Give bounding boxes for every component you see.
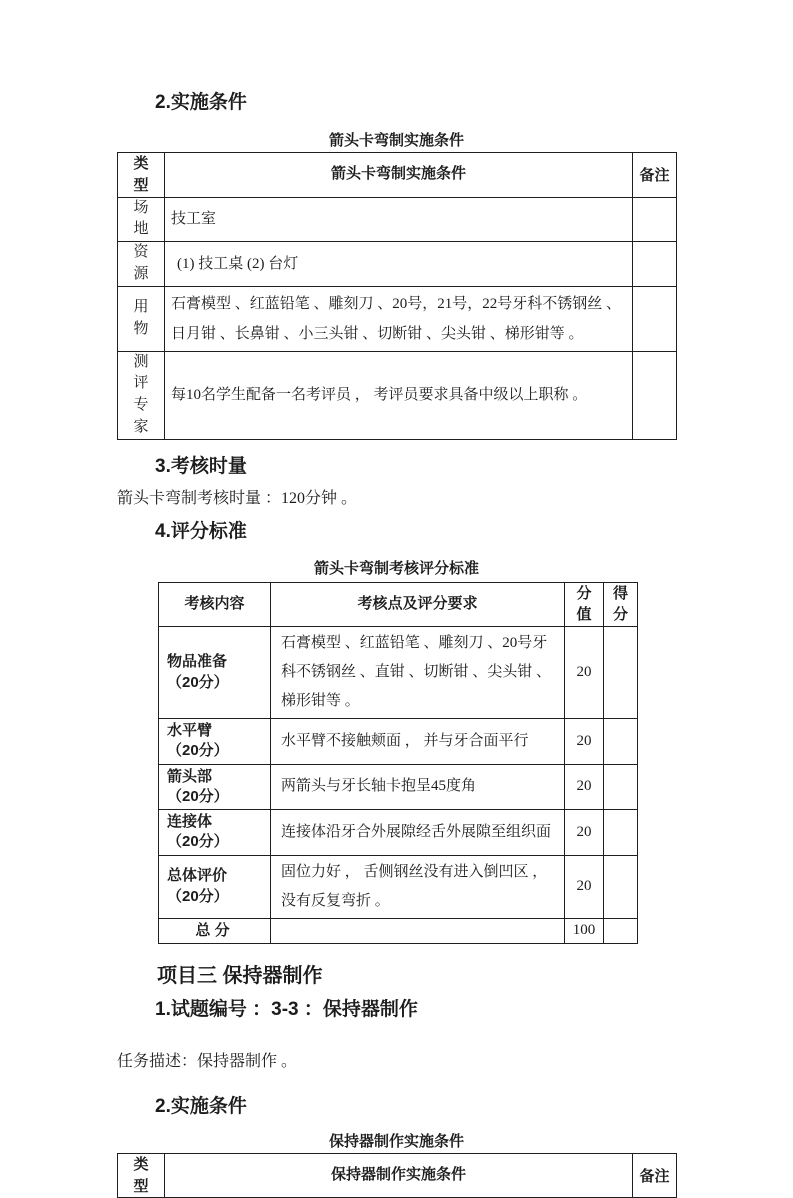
row-score-cell: 20	[565, 627, 604, 719]
row-item-cell: 物品准备 （20分）	[159, 627, 271, 719]
total-earned-cell	[604, 918, 638, 943]
table2-title: 箭头卡弯制考核评分标准	[313, 559, 479, 577]
header-cell-type: 类型	[118, 153, 165, 198]
row-earned-cell	[604, 764, 638, 810]
table3-title: 保持器制作实施条件	[328, 1132, 464, 1150]
table-row	[118, 197, 677, 242]
header-cell-note: 备注	[633, 1153, 677, 1198]
row-note-cell	[633, 286, 677, 351]
header-cell-note: 备注	[633, 153, 677, 198]
task-description-text: 任务描述：保持器制作 。	[117, 1052, 298, 1070]
header-cell-item: 考核内容	[159, 582, 271, 627]
row-score-cell: 20	[565, 810, 604, 856]
exam-number-heading: 1.试题编号 ：3-3 ：保持器制作	[155, 998, 418, 1020]
row-earned-cell	[604, 855, 638, 918]
total-requirement-cell	[271, 918, 565, 943]
table-impl-conditions-2	[117, 1153, 677, 1198]
row-content-cell: (1) 技工桌 (2) 台灯	[165, 242, 633, 287]
table-total-row	[159, 918, 638, 943]
table-row	[118, 286, 677, 351]
header-cell-main: 箭头卡弯制实施条件	[165, 153, 633, 198]
table-row	[159, 810, 638, 856]
assessment-time-text: 箭头卡弯制考核时量 ：120分钟 。	[117, 489, 358, 507]
table1-title: 箭头卡弯制实施条件	[328, 132, 464, 149]
row-content-cell: 每10名学生配备一名考评员 ， 考评员要求具备中级以上职称 。	[165, 351, 633, 439]
row-score-cell: 20	[565, 764, 604, 810]
table-header-row	[118, 1153, 677, 1198]
row-type-cell: 测评专家	[118, 351, 165, 439]
row-type-cell: 用物	[118, 286, 165, 351]
table-row	[159, 719, 638, 765]
row-earned-cell	[604, 719, 638, 765]
section-heading-scoring-standard: 4.评分标准	[155, 520, 247, 542]
table-impl-conditions-1	[117, 152, 677, 440]
row-item-cell: 连接体 （20分）	[159, 810, 271, 856]
table-row	[159, 855, 638, 918]
row-requirement-cell: 连接体沿牙合外展隙经舌外展隙至组织面	[271, 810, 565, 856]
row-earned-cell	[604, 627, 638, 719]
row-item-cell: 箭头部 （20分）	[159, 764, 271, 810]
row-item-cell: 水平臂 （20分）	[159, 719, 271, 765]
header-cell-earned: 得分	[604, 582, 638, 627]
row-note-cell	[633, 242, 677, 287]
section-heading-assessment-time: 3.考核时量	[155, 455, 247, 477]
row-note-cell	[633, 197, 677, 242]
header-cell-score: 分值	[565, 582, 604, 627]
row-requirement-cell: 固位力好 ， 舌侧钢丝没有进入倒凹区 ， 没有反复弯折 。	[271, 855, 565, 918]
table-row	[159, 627, 638, 719]
header-cell-requirement: 考核点及评分要求	[271, 582, 565, 627]
table-row	[159, 764, 638, 810]
row-requirement-cell: 石膏模型 、红蓝铅笔 、雕刻刀 、20号牙科不锈钢丝 、直钳 、切断钳 、尖头钳 、梯形钳等 。	[271, 627, 565, 719]
table-header-row	[118, 153, 677, 198]
row-item-cell: 总体评价 （20分）	[159, 855, 271, 918]
row-content-cell: 石膏模型 、红蓝铅笔 、雕刻刀 、20号，21号，22号牙科不锈钢丝 、日月钳 、长鼻钳 、小三头钳 、切断钳 、尖头钳 、梯形钳等 。	[165, 286, 633, 351]
project3-heading: 项目三 保持器制作	[157, 964, 323, 987]
total-score-cell: 100	[565, 918, 604, 943]
row-type-cell: 场地	[118, 197, 165, 242]
header-cell-main: 保持器制作实施条件	[165, 1153, 633, 1198]
table-row	[118, 351, 677, 439]
table-row	[118, 242, 677, 287]
row-earned-cell	[604, 810, 638, 856]
row-content-cell: 技工室	[165, 197, 633, 242]
row-type-cell: 资源	[118, 242, 165, 287]
table-scoring-standard	[158, 582, 638, 944]
section-heading-impl-conditions-1: 2.实施条件	[155, 92, 247, 113]
header-cell-type: 类型	[118, 1153, 165, 1198]
row-requirement-cell: 水平臂不接触颊面 ， 并与牙合面平行	[271, 719, 565, 765]
row-score-cell: 20	[565, 719, 604, 765]
row-score-cell: 20	[565, 855, 604, 918]
row-note-cell	[633, 351, 677, 439]
section-heading-impl-conditions-2: 2.实施条件	[155, 1095, 247, 1117]
row-requirement-cell: 两箭头与牙长轴卡抱呈45度角	[271, 764, 565, 810]
table-header-row	[159, 582, 638, 627]
total-label-cell: 总 分	[159, 918, 271, 943]
